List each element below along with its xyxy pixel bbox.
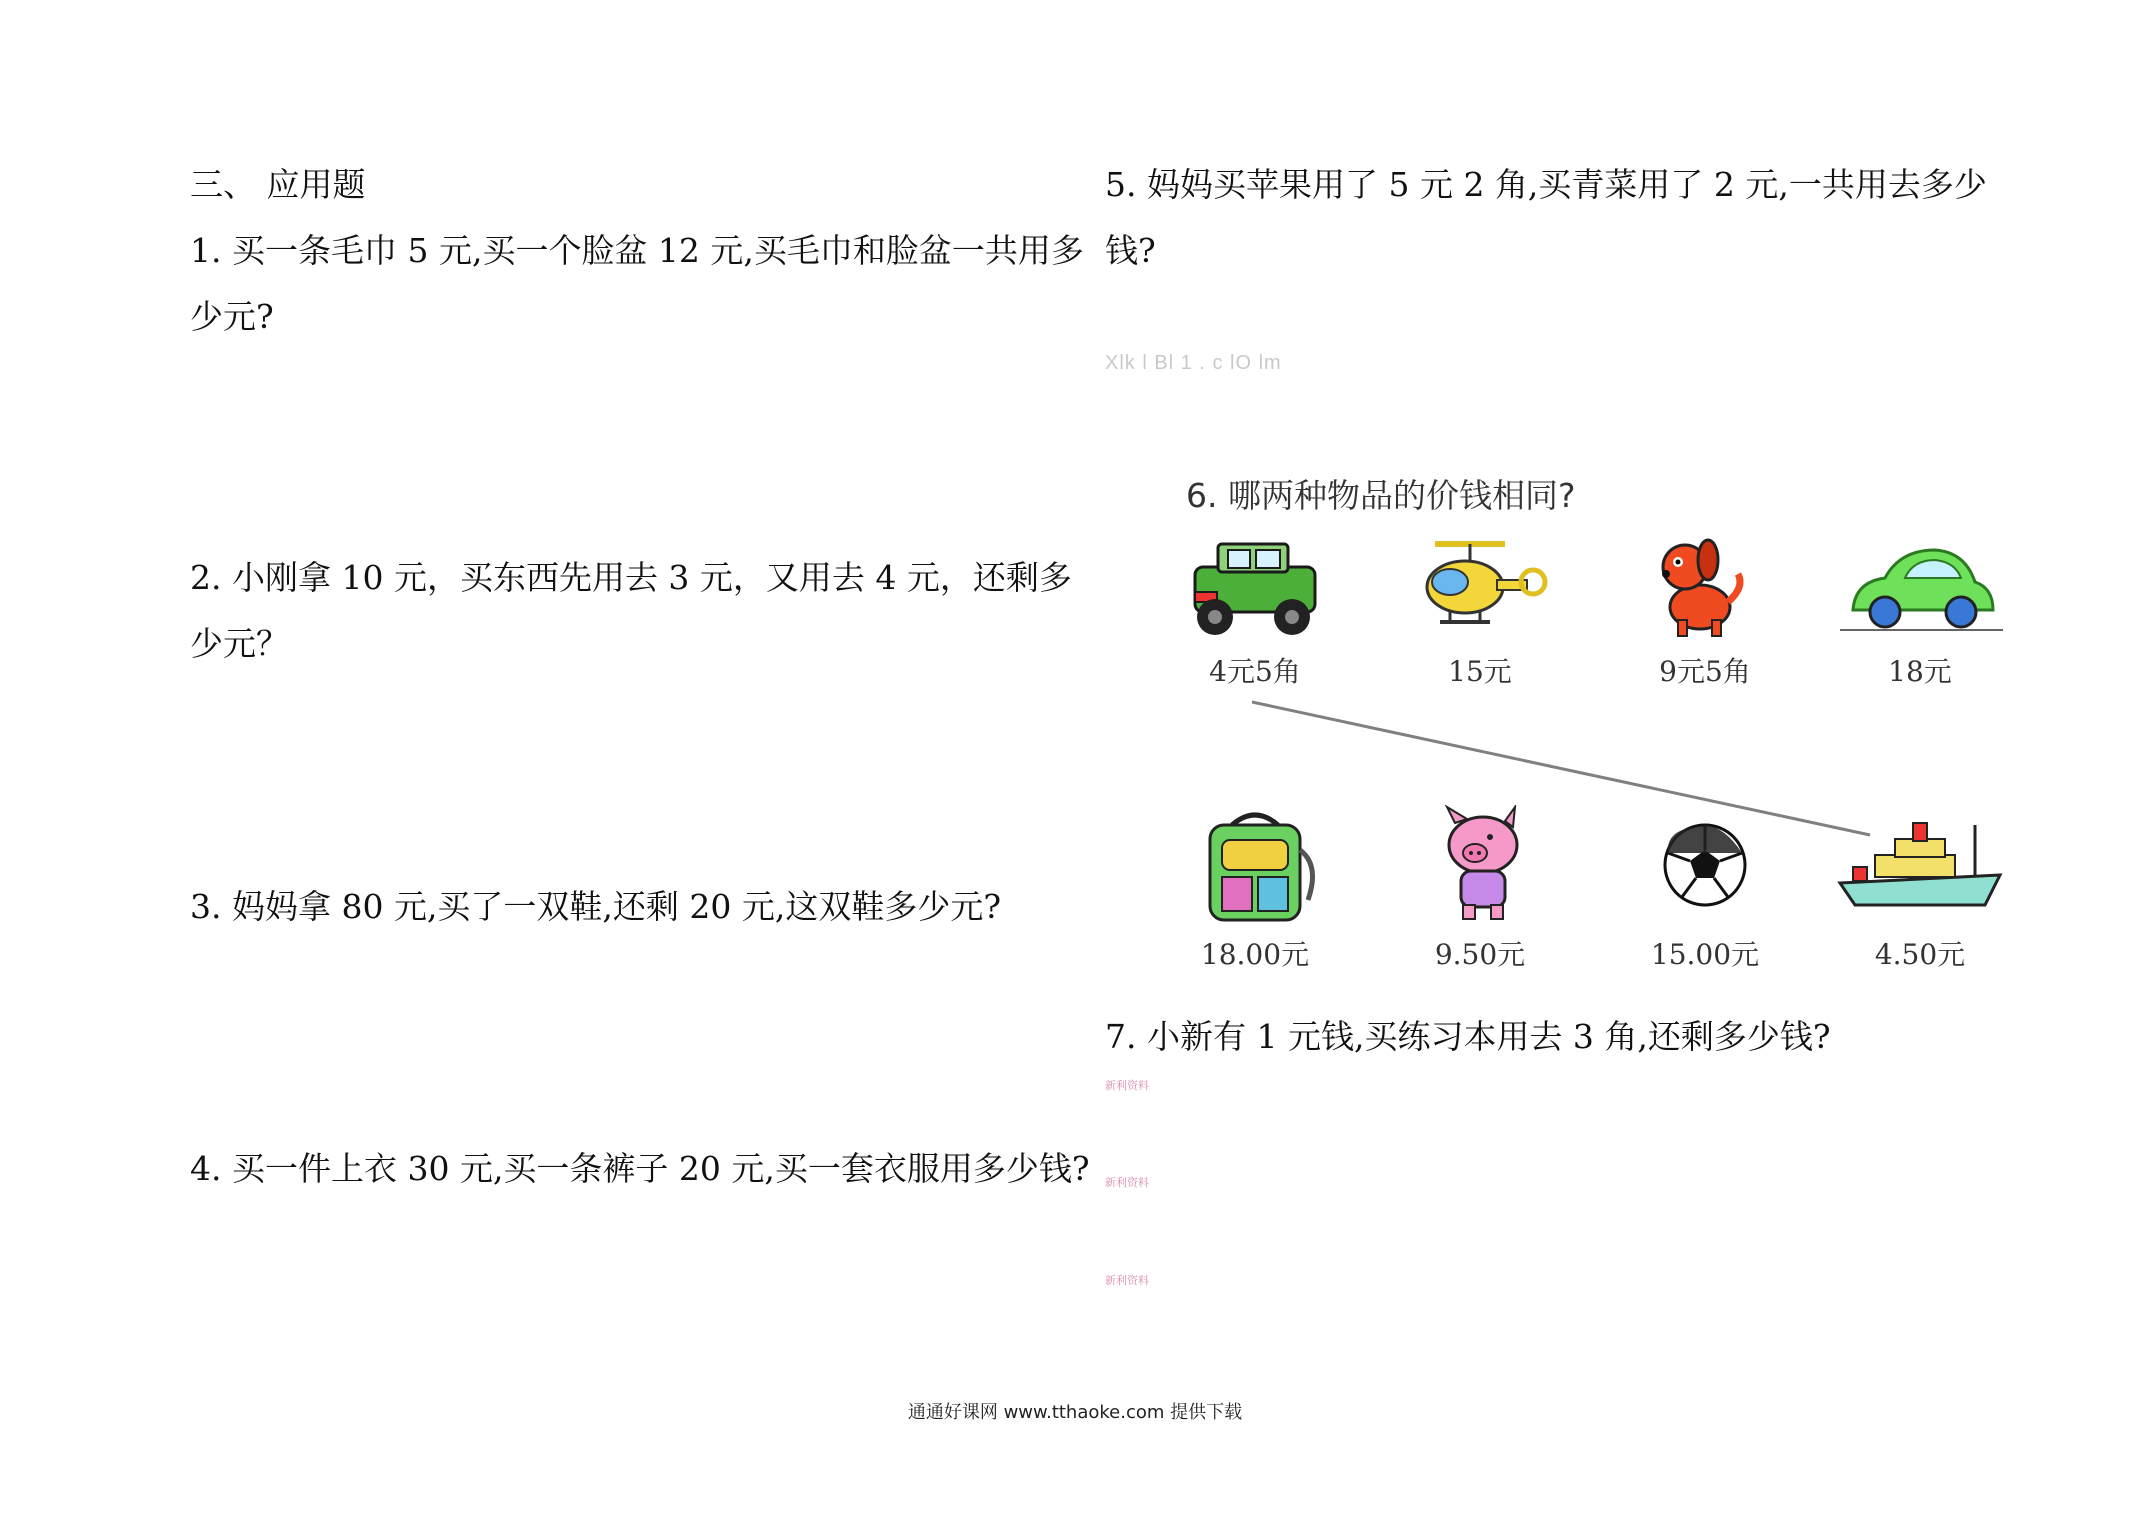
question-3 <box>190 874 1001 940</box>
watermark-pink-2: 新利资料 <box>1105 1176 1149 1189</box>
watermark-pink-3: 新利资料 <box>1105 1274 1149 1287</box>
ship-icon <box>1835 805 2005 925</box>
item-backpack <box>1170 805 1340 973</box>
pig-icon <box>1405 805 1555 925</box>
watermark-pink-1: 新利资料 <box>1105 1079 1149 1092</box>
item-pig <box>1395 805 1565 973</box>
question-5-line-1: 5. 妈妈买苹果用了 5 元 2 角,买青菜用了 2 元,一共用去多少 <box>1105 165 1987 204</box>
jeep-icon <box>1180 532 1330 642</box>
price-ship: 4.50元 <box>1874 938 1966 971</box>
question-7 <box>1105 1004 1831 1070</box>
footer-credit: 通通好课网 www.tthaoke.com 提供下载 <box>907 1402 1243 1423</box>
question-5 <box>1105 152 1987 284</box>
backpack-icon <box>1180 805 1330 925</box>
watermark-text: Xlk l Bl 1 . c lO lm <box>1105 352 1282 374</box>
question-2-line-1: 2. 小刚拿 10 元，买东西先用去 3 元，又用去 4 元，还剩多 <box>190 558 1072 597</box>
item-dog <box>1620 532 1790 690</box>
section-title: 三、 应用题 <box>190 165 366 204</box>
question-3-line-1: 3. 妈妈拿 80 元,买了一双鞋,还剩 20 元,这双鞋多少元? <box>190 887 1002 926</box>
question-4 <box>190 1136 1090 1202</box>
price-car: 18元 <box>1888 655 1952 688</box>
question-2 <box>190 545 1072 677</box>
item-car <box>1835 532 2005 690</box>
item-jeep <box>1170 532 1340 690</box>
price-jeep: 4元5角 <box>1209 655 1301 688</box>
price-soccer-ball: 15.00元 <box>1650 938 1760 971</box>
question-1-line-2: 少元? <box>190 297 274 336</box>
price-backpack: 18.00元 <box>1200 938 1310 971</box>
price-pig: 9.50元 <box>1434 938 1526 971</box>
question-6-title: 6. 哪两种物品的价钱相同? <box>1186 476 1576 515</box>
price-helicopter: 15元 <box>1448 655 1512 688</box>
car-icon <box>1835 532 2005 642</box>
question-5-line-2: 钱? <box>1105 231 1156 270</box>
question-6-figure <box>1170 470 2010 990</box>
question-7-line-1: 7. 小新有 1 元钱,买练习本用去 3 角,还剩多少钱? <box>1105 1017 1831 1056</box>
question-2-line-2: 少元？ <box>190 624 289 663</box>
item-helicopter <box>1395 532 1565 690</box>
dog-icon <box>1630 532 1780 642</box>
question-1-line-1: 1. 买一条毛巾 5 元,买一个脸盆 12 元,买毛巾和脸盆一共用多 <box>190 231 1084 270</box>
question-1 <box>190 218 1084 350</box>
item-soccer-ball <box>1620 805 1790 973</box>
item-ship <box>1835 805 2005 973</box>
soccer-ball-icon <box>1630 805 1780 925</box>
helicopter-icon <box>1405 532 1555 642</box>
price-dog: 9元5角 <box>1659 655 1751 688</box>
question-4-line-1: 4. 买一件上衣 30 元,买一条裤子 20 元,买一套衣服用多少钱? <box>190 1149 1090 1188</box>
